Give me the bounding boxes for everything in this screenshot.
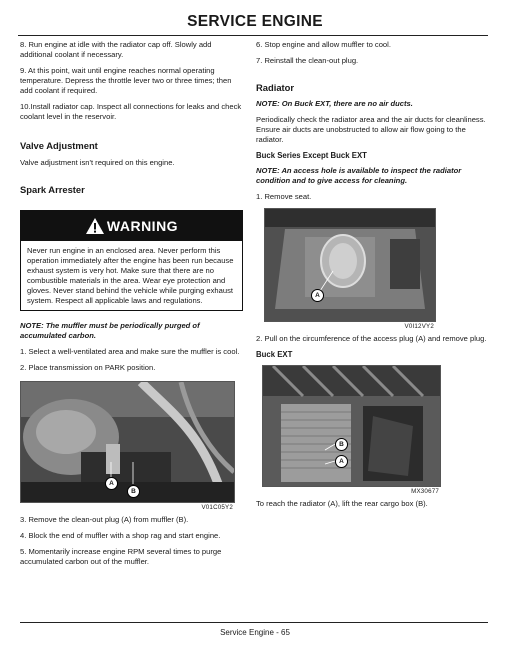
step-8: 8. Run engine at idle with the radiator cap off. Slowly add additional coolant if necessary. <box>20 40 212 59</box>
remove-seat-step: 1. Remove seat. <box>256 192 312 201</box>
radiator-photo <box>262 365 441 487</box>
step-1: 1. Select a well-ventilated area and make sure the muffler is cool. <box>20 347 240 356</box>
valve-adjustment-heading: Valve Adjustment <box>20 140 98 151</box>
radiator-text: Periodically check the radiator area and the air ducts for cleanliness. Ensure air ducts are unobstructed to allow air flow going to the radiator. <box>256 115 486 144</box>
callout-a: A <box>105 477 118 490</box>
access-plug-photo <box>264 208 436 322</box>
step-2: 2. Place transmission on PARK position. <box>20 363 156 372</box>
access-plug-illustration <box>265 209 435 321</box>
buck-series-heading: Buck Series Except Buck EXT <box>256 151 367 160</box>
access-plug-photo-caption: V0I12VY2 <box>404 323 434 330</box>
right-column <box>256 40 488 515</box>
page-footer: Service Engine - 65 <box>220 628 290 637</box>
warning-label: WARNING <box>106 218 179 234</box>
muffler-note: NOTE: The muffler must be periodically purged of accumulated carbon. <box>20 321 200 340</box>
step-4: 4. Block the end of muffler with a shop rag and start engine. <box>20 531 221 540</box>
warning-text: Never run engine in an enclosed area. Never perform this operation immediately after the engine has been run because exhaust system is very hot. Make sure that there are no combustible materials in the area. Wear eye protection and gloves. Never stand behind the vehicle while purging exhaust system. Respect all applicable laws and regulations. <box>27 246 234 305</box>
step-3: 3. Remove the clean-out plug (A) from muffler (B). <box>20 515 189 524</box>
page-title: SERVICE ENGINE <box>187 13 323 30</box>
warning-triangle-icon <box>85 217 105 235</box>
muffler-photo-caption: V01C05Y2 <box>201 504 233 511</box>
callout-b: B <box>127 485 140 498</box>
warning-body <box>21 241 242 310</box>
step-7: 7. Reinstall the clean-out plug. <box>256 56 359 65</box>
muffler-illustration <box>21 382 234 502</box>
radiator-photo-caption: MX30677 <box>411 488 439 495</box>
valve-adjustment-text: Valve adjustment isn't required on this engine. <box>20 158 175 167</box>
callout-a: A <box>335 455 348 468</box>
callout-b: B <box>335 438 348 451</box>
cargo-box-text: To reach the radiator (A), lift the rear cargo box (B). <box>256 499 428 508</box>
access-hole-note: NOTE: An access hole is available to inspect the radiator condition and to give access for cleaning. <box>256 166 462 185</box>
buck-ext-heading: Buck EXT <box>256 350 293 359</box>
warning-header <box>21 211 242 241</box>
radiator-note: NOTE: On Buck EXT, there are no air ducts. <box>256 99 413 108</box>
callout-a: A <box>311 289 324 302</box>
step-9: 9. At this point, wait until engine reaches normal operating temperature. Depress the throttle lever two or three times; then add coolant if required. <box>20 66 232 95</box>
radiator-illustration <box>263 366 440 486</box>
step-5: 5. Momentarily increase engine RPM several times to purge accumulated carbon out of the muffler. <box>20 547 222 566</box>
spark-arrester-heading: Spark Arrester <box>20 184 85 195</box>
pull-plug-step: 2. Pull on the circumference of the access plug (A) and remove plug. <box>256 334 487 343</box>
footer-divider <box>20 622 488 623</box>
warning-box <box>20 210 243 311</box>
muffler-photo <box>20 381 235 503</box>
radiator-heading: Radiator <box>256 82 295 93</box>
left-column <box>20 40 245 573</box>
step-10: 10.Install radiator cap. Inspect all connections for leaks and check coolant level in the reservoir. <box>20 102 242 121</box>
title-divider <box>18 35 488 36</box>
step-6: 6. Stop engine and allow muffler to cool. <box>256 40 391 49</box>
